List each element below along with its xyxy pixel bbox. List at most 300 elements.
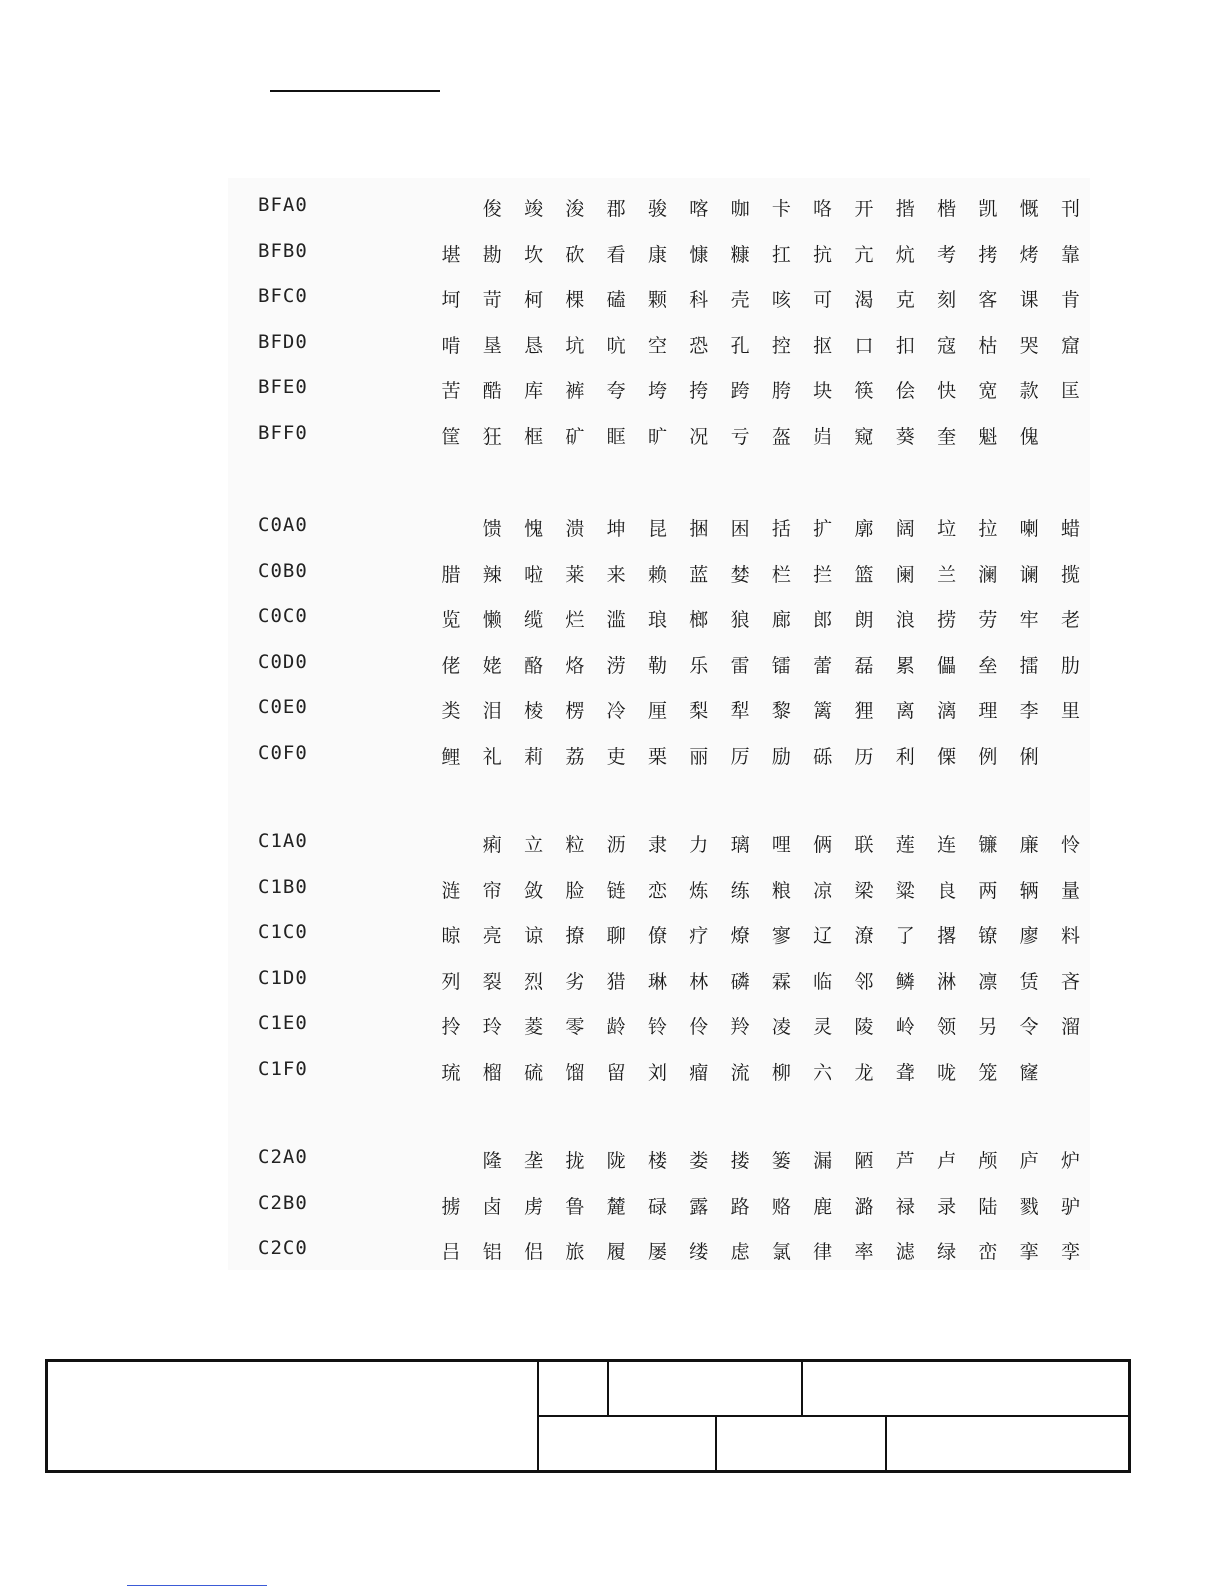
char-cell: 蜡	[1060, 518, 1080, 540]
char-cell: 榔	[689, 609, 709, 632]
char-cell: 抠	[813, 334, 833, 357]
char-cell: 疗	[689, 925, 709, 948]
row-code-label: C0C0	[258, 605, 308, 628]
char-cell: 烙	[565, 654, 585, 677]
code-row	[0, 556, 1225, 596]
char-cell: 凯	[978, 198, 998, 220]
char-cell: 掳	[441, 1195, 461, 1218]
char-cell: 禄	[895, 1195, 915, 1218]
char-cell: 澜	[978, 563, 998, 586]
char-cell: 俩	[813, 834, 833, 856]
char-cell: 璃	[730, 834, 750, 856]
char-cell: 哭	[1019, 334, 1039, 357]
char-cell: 劣	[565, 970, 585, 993]
char-cell: 谅	[524, 925, 544, 948]
code-row	[0, 1142, 1225, 1182]
char-cell: 恐	[689, 334, 709, 357]
char-cell: 枯	[978, 334, 998, 357]
char-cell: 漓	[937, 700, 957, 723]
code-row	[0, 601, 1225, 641]
char-cell: 凛	[978, 970, 998, 993]
char-cell: 擂	[1019, 654, 1039, 677]
code-row	[0, 1054, 1225, 1094]
char-cell: 啃	[441, 334, 461, 357]
char-cell: 扣	[895, 334, 915, 357]
char-cell: 庐	[1019, 1150, 1039, 1172]
row-code-label: C2C0	[258, 1237, 308, 1260]
char-cell: 奎	[937, 426, 957, 448]
char-cell: 伶	[689, 1016, 709, 1039]
char-cell: 绿	[937, 1241, 957, 1264]
row-code-label: C0F0	[258, 742, 308, 764]
char-cell: 隆	[482, 1150, 502, 1172]
char-cell: 傀	[1019, 426, 1039, 448]
char-cell: 琳	[647, 970, 667, 993]
char-cell: 况	[689, 426, 709, 448]
char-cell: 恋	[647, 879, 667, 902]
char-cell: 例	[978, 746, 998, 768]
char-cell: 垦	[482, 334, 502, 357]
char-cell: 聊	[606, 925, 626, 948]
char-cell: 辽	[813, 925, 833, 948]
code-row	[0, 1008, 1225, 1048]
char-cell: 林	[689, 970, 709, 993]
char-cell: 戮	[1019, 1195, 1039, 1218]
char-cell: 陆	[978, 1195, 998, 1218]
char-cell: 骏	[647, 198, 667, 220]
row-code-label: BFE0	[258, 376, 308, 399]
char-cell: 拦	[813, 563, 833, 586]
row-code-label: BFD0	[258, 330, 308, 353]
row-code-label: BFF0	[258, 422, 308, 444]
char-cell: 炉	[1060, 1150, 1080, 1172]
code-row	[0, 510, 1225, 550]
char-cell: 磷	[730, 970, 750, 993]
char-cell: 狼	[730, 609, 750, 632]
char-cell: 瘤	[689, 1062, 709, 1084]
char-cell: 律	[813, 1241, 833, 1264]
char-cell: 陋	[854, 1150, 874, 1172]
row-code-label: C0D0	[258, 650, 308, 673]
char-cell: 寇	[937, 334, 957, 357]
char-cell: 黎	[771, 700, 791, 723]
char-cell: 盔	[771, 426, 791, 448]
char-cell: 芦	[895, 1150, 915, 1172]
char-cell: 猎	[606, 970, 626, 993]
char-cell: 糠	[730, 243, 750, 266]
char-cell: 榴	[482, 1062, 502, 1084]
char-cell: 俐	[1019, 746, 1039, 768]
char-cell: 咙	[937, 1062, 957, 1084]
char-cell: 馈	[482, 518, 502, 540]
char-cell: 炼	[689, 879, 709, 902]
char-cell: 淋	[937, 970, 957, 993]
char-cell: 俊	[482, 198, 502, 220]
char-cell: 咖	[730, 198, 750, 220]
char-cell: 狸	[854, 700, 874, 723]
char-cell: 胯	[771, 380, 791, 403]
char-cell: 浪	[895, 609, 915, 632]
char-cell: 朗	[854, 609, 874, 632]
char-cell: 哩	[771, 834, 791, 856]
char-cell: 捞	[937, 609, 957, 632]
char-cell: 乐	[689, 654, 709, 677]
char-cell: 垮	[647, 380, 667, 403]
char-cell: 可	[813, 289, 833, 312]
char-cell: 率	[854, 1241, 874, 1264]
char-cell: 柯	[524, 289, 544, 312]
char-cell: 亮	[482, 925, 502, 948]
char-cell: 篮	[854, 563, 874, 586]
char-cell: 劳	[978, 609, 998, 632]
char-cell: 撂	[937, 925, 957, 948]
char-cell: 良	[937, 879, 957, 902]
char-cell: 虑	[730, 1241, 750, 1264]
char-cell: 虏	[524, 1195, 544, 1218]
char-cell: 列	[441, 970, 461, 993]
char-cell: 硫	[524, 1062, 544, 1084]
row-code-label: BFA0	[258, 194, 308, 216]
char-cell: 恳	[524, 334, 544, 357]
char-cell: 吭	[606, 334, 626, 357]
title-block-divider-v5	[885, 1415, 887, 1470]
char-cell: 燎	[730, 925, 750, 948]
char-cell: 揩	[895, 198, 915, 220]
char-cell: 离	[895, 700, 915, 723]
char-cell: 溜	[1060, 1016, 1080, 1039]
char-cell: 力	[689, 834, 709, 856]
char-cell: 溃	[565, 518, 585, 540]
char-cell: 镰	[978, 834, 998, 856]
char-cell: 莱	[565, 563, 585, 586]
code-row	[0, 372, 1225, 412]
char-cell: 岿	[813, 426, 833, 448]
char-cell: 连	[937, 834, 957, 856]
char-cell: 露	[689, 1195, 709, 1218]
char-cell: 烂	[565, 609, 585, 632]
char-cell: 看	[606, 243, 626, 266]
row-code-label: C1E0	[258, 1012, 308, 1035]
char-cell: 垒	[978, 654, 998, 677]
char-cell: 馏	[565, 1062, 585, 1084]
char-cell: 挎	[689, 380, 709, 403]
code-row	[0, 327, 1225, 367]
char-cell: 旷	[647, 426, 667, 448]
char-cell: 浚	[565, 198, 585, 220]
char-cell: 寥	[771, 925, 791, 948]
char-cell: 葵	[895, 426, 915, 448]
code-row	[0, 872, 1225, 912]
char-cell: 老	[1060, 609, 1080, 632]
char-cell: 玲	[482, 1016, 502, 1039]
char-cell: 喇	[1019, 518, 1039, 540]
char-cell: 荔	[565, 746, 585, 768]
char-cell: 酷	[482, 380, 502, 403]
char-cell: 栏	[771, 563, 791, 586]
char-cell: 拢	[565, 1150, 585, 1172]
char-cell: 开	[854, 198, 874, 220]
char-cell: 霖	[771, 970, 791, 993]
char-cell: 卤	[482, 1195, 502, 1218]
char-cell: 漏	[813, 1150, 833, 1172]
char-cell: 灵	[813, 1016, 833, 1039]
char-cell: 赖	[647, 563, 667, 586]
char-cell: 旅	[565, 1241, 585, 1264]
char-cell: 李	[1019, 700, 1039, 723]
char-cell: 控	[771, 334, 791, 357]
char-cell: 懒	[482, 609, 502, 632]
char-cell: 困	[730, 518, 750, 540]
row-code-label: C1F0	[258, 1058, 308, 1080]
char-cell: 科	[689, 289, 709, 312]
title-block-divider-h	[537, 1415, 1128, 1417]
char-cell: 狂	[482, 426, 502, 448]
char-cell: 赁	[1019, 970, 1039, 993]
char-cell: 雷	[730, 654, 750, 677]
row-code-label: C2B0	[258, 1191, 308, 1214]
code-row	[0, 418, 1225, 458]
code-row	[0, 692, 1225, 732]
row-code-label: C0A0	[258, 514, 308, 536]
char-cell: 拎	[441, 1016, 461, 1039]
char-cell: 怜	[1060, 834, 1080, 856]
code-row	[0, 917, 1225, 957]
code-row	[0, 738, 1225, 778]
char-cell: 鲤	[441, 746, 461, 768]
char-cell: 棱	[524, 700, 544, 723]
char-cell: 靠	[1060, 243, 1080, 266]
char-cell: 楷	[937, 198, 957, 220]
char-cell: 量	[1060, 879, 1080, 902]
char-cell: 克	[895, 289, 915, 312]
char-cell: 廖	[1019, 925, 1039, 948]
char-cell: 篓	[771, 1150, 791, 1172]
char-cell: 垄	[524, 1150, 544, 1172]
char-cell: 厘	[647, 700, 667, 723]
char-cell: 栗	[647, 746, 667, 768]
char-cell: 渴	[854, 289, 874, 312]
char-cell: 愧	[524, 518, 544, 540]
char-cell: 聋	[895, 1062, 915, 1084]
char-cell: 廓	[854, 518, 874, 540]
char-cell: 涟	[441, 879, 461, 902]
char-cell: 块	[813, 380, 833, 403]
char-cell: 慨	[1019, 198, 1039, 220]
char-cell: 姥	[482, 654, 502, 677]
char-cell: 扩	[813, 518, 833, 540]
char-cell: 库	[524, 380, 544, 403]
char-cell: 款	[1019, 380, 1039, 403]
char-cell: 棵	[565, 289, 585, 312]
char-cell: 窟	[1060, 334, 1080, 357]
char-cell: 框	[524, 426, 544, 448]
title-block-divider-v4	[715, 1415, 717, 1470]
char-cell: 零	[565, 1016, 585, 1039]
char-cell: 吕	[441, 1241, 461, 1264]
char-cell: 累	[895, 654, 915, 677]
char-cell: 颗	[647, 289, 667, 312]
char-cell: 拉	[978, 518, 998, 540]
char-cell: 娄	[689, 1150, 709, 1172]
char-cell: 兰	[937, 563, 957, 586]
char-cell: 磕	[606, 289, 626, 312]
char-cell: 粒	[565, 834, 585, 856]
char-cell: 链	[606, 879, 626, 902]
char-cell: 磊	[854, 654, 874, 677]
char-cell: 郎	[813, 609, 833, 632]
char-cell: 莉	[524, 746, 544, 768]
char-cell: 赂	[771, 1195, 791, 1218]
row-code-label: BFB0	[258, 239, 308, 262]
char-cell: 料	[1060, 925, 1080, 948]
char-cell: 慷	[689, 243, 709, 266]
char-cell: 搂	[730, 1150, 750, 1172]
char-cell: 鳞	[895, 970, 915, 993]
char-cell: 凌	[771, 1016, 791, 1039]
char-cell: 刻	[937, 289, 957, 312]
char-cell: 侩	[895, 380, 915, 403]
char-cell: 麓	[606, 1195, 626, 1218]
char-cell: 筷	[854, 380, 874, 403]
char-cell: 屡	[647, 1241, 667, 1264]
char-cell: 揽	[1060, 563, 1080, 586]
char-cell: 傈	[937, 746, 957, 768]
char-cell: 邻	[854, 970, 874, 993]
char-cell: 坷	[441, 289, 461, 312]
char-cell: 陵	[854, 1016, 874, 1039]
code-row	[0, 963, 1225, 1003]
char-cell: 立	[524, 834, 544, 856]
char-cell: 莲	[895, 834, 915, 856]
char-cell: 拷	[978, 243, 998, 266]
char-cell: 匡	[1060, 380, 1080, 403]
char-cell: 梁	[854, 879, 874, 902]
char-cell: 来	[606, 563, 626, 586]
char-cell: 裂	[482, 970, 502, 993]
char-cell: 隶	[647, 834, 667, 856]
char-cell: 挛	[1019, 1241, 1039, 1264]
char-cell: 撩	[565, 925, 585, 948]
char-cell: 辆	[1019, 879, 1039, 902]
code-row	[0, 281, 1225, 321]
char-cell: 领	[937, 1016, 957, 1039]
char-cell: 涝	[606, 654, 626, 677]
char-cell: 楼	[647, 1150, 667, 1172]
char-cell: 捆	[689, 518, 709, 540]
char-cell: 廊	[771, 609, 791, 632]
row-code-label: C0E0	[258, 696, 308, 719]
char-cell: 抗	[813, 243, 833, 266]
char-cell: 两	[978, 879, 998, 902]
char-cell: 康	[647, 243, 667, 266]
char-cell: 晾	[441, 925, 461, 948]
char-cell: 理	[978, 700, 998, 723]
row-code-label: C1C0	[258, 921, 308, 944]
char-cell: 粮	[771, 879, 791, 902]
char-cell: 凉	[813, 879, 833, 902]
title-block	[45, 1359, 1131, 1473]
char-cell: 氯	[771, 1241, 791, 1264]
char-cell: 壳	[730, 289, 750, 312]
char-cell: 咳	[771, 289, 791, 312]
char-cell: 坤	[606, 518, 626, 540]
char-cell: 孔	[730, 334, 750, 357]
char-cell: 谰	[1019, 563, 1039, 586]
char-cell: 窿	[1019, 1062, 1039, 1084]
char-cell: 坎	[524, 243, 544, 266]
code-row	[0, 190, 1225, 230]
char-cell: 犁	[730, 700, 750, 723]
char-cell: 笼	[978, 1062, 998, 1084]
char-cell: 菱	[524, 1016, 544, 1039]
char-cell: 岭	[895, 1016, 915, 1039]
char-cell: 镭	[771, 654, 791, 677]
char-cell: 另	[978, 1016, 998, 1039]
char-cell: 垃	[937, 518, 957, 540]
char-cell: 六	[813, 1062, 833, 1084]
char-cell: 刘	[647, 1062, 667, 1084]
char-cell: 羚	[730, 1016, 750, 1039]
char-cell: 刊	[1060, 198, 1080, 220]
char-cell: 利	[895, 746, 915, 768]
char-cell: 帘	[482, 879, 502, 902]
char-cell: 儡	[937, 654, 957, 677]
row-code-label: C2A0	[258, 1146, 308, 1168]
char-cell: 肯	[1060, 289, 1080, 312]
char-cell: 练	[730, 879, 750, 902]
char-cell: 蓝	[689, 563, 709, 586]
char-cell: 龙	[854, 1062, 874, 1084]
char-cell: 卢	[937, 1150, 957, 1172]
char-cell: 括	[771, 518, 791, 540]
char-cell: 宽	[978, 380, 998, 403]
char-cell: 砾	[813, 746, 833, 768]
char-cell: 客	[978, 289, 998, 312]
char-cell: 滤	[895, 1241, 915, 1264]
char-cell: 潞	[854, 1195, 874, 1218]
char-cell: 柳	[771, 1062, 791, 1084]
char-cell: 跨	[730, 380, 750, 403]
row-code-label: BFC0	[258, 285, 308, 308]
code-row	[0, 826, 1225, 866]
char-cell: 孪	[1060, 1241, 1080, 1264]
char-cell: 痢	[482, 834, 502, 856]
char-cell: 腊	[441, 563, 461, 586]
char-cell: 竣	[524, 198, 544, 220]
char-cell: 碌	[647, 1195, 667, 1218]
char-cell: 烤	[1019, 243, 1039, 266]
char-cell: 牢	[1019, 609, 1039, 632]
char-cell: 坑	[565, 334, 585, 357]
char-cell: 炕	[895, 243, 915, 266]
char-cell: 亢	[854, 243, 874, 266]
char-cell: 梨	[689, 700, 709, 723]
char-cell: 琅	[647, 609, 667, 632]
char-cell: 扛	[771, 243, 791, 266]
char-cell: 郡	[606, 198, 626, 220]
char-cell: 厉	[730, 746, 750, 768]
char-cell: 冷	[606, 700, 626, 723]
char-cell: 琉	[441, 1062, 461, 1084]
char-cell: 眶	[606, 426, 626, 448]
char-cell: 留	[606, 1062, 626, 1084]
char-cell: 昆	[647, 518, 667, 540]
title-block-divider-v3	[801, 1362, 803, 1415]
char-cell: 楞	[565, 700, 585, 723]
char-cell: 廉	[1019, 834, 1039, 856]
char-cell: 峦	[978, 1241, 998, 1264]
char-cell: 窥	[854, 426, 874, 448]
